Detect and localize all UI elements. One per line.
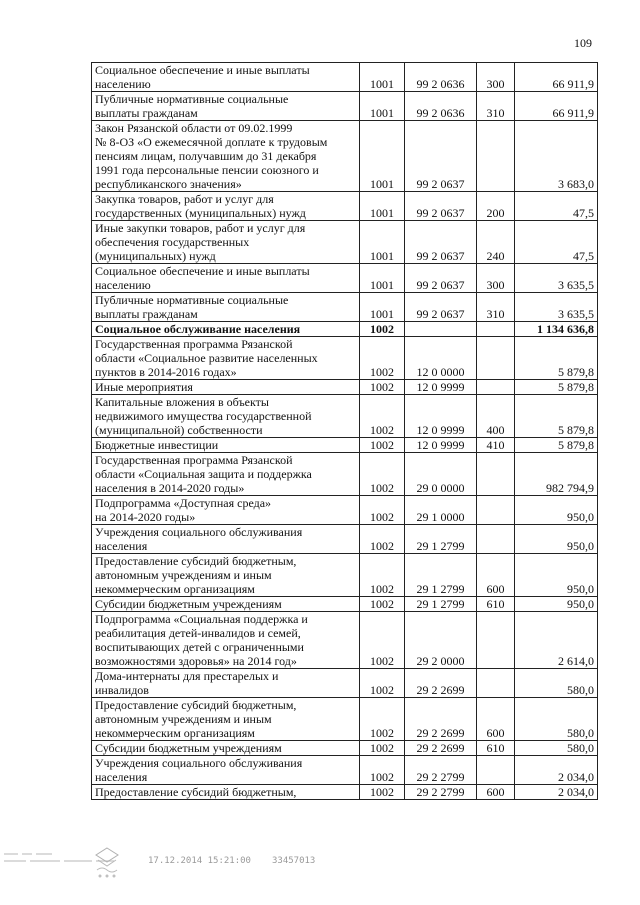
row-expense-kind [477,380,515,395]
row-target-code: 99 2 0637 [405,293,477,322]
table-row [92,63,598,92]
row-name: Социальное обеспечение и иные выплаты населению [92,63,360,92]
table-row [92,698,598,741]
row-target-code: 29 2 0000 [405,612,477,669]
row-name: Предоставление субсидий бюджетным, автономным учреждениям и иным некоммерческим организациям [92,554,360,597]
row-section-code: 1002 [360,496,405,525]
row-expense-kind: 600 [477,698,515,741]
table-row [92,264,598,293]
row-name: Закон Рязанской области от 09.02.1999 № 8-ОЗ «О ежемесячной доплате к трудовым пенсиям лицам, получавшим до 31 декабря 1991 года персональные пенсии союзного и республиканского значения» [92,121,360,192]
row-expense-kind [477,453,515,496]
table-row [92,322,598,337]
row-amount: 580,0 [515,741,598,756]
table-row [92,121,598,192]
row-section-code: 1002 [360,554,405,597]
row-amount: 3 683,0 [515,121,598,192]
row-section-code: 1002 [360,380,405,395]
row-expense-kind: 310 [477,293,515,322]
row-target-code: 29 2 2699 [405,741,477,756]
row-target-code: 12 0 9999 [405,380,477,395]
row-amount: 2 614,0 [515,612,598,669]
budget-table-body [92,63,598,800]
row-expense-kind: 240 [477,221,515,264]
table-row [92,612,598,669]
table-row [92,380,598,395]
row-section-code: 1002 [360,395,405,438]
row-section-code: 1002 [360,322,405,337]
row-name: Учреждения социального обслуживания населения [92,756,360,785]
row-target-code: 29 1 0000 [405,496,477,525]
row-section-code: 1001 [360,63,405,92]
table-row [92,554,598,597]
footer-code: 33457013 [272,856,316,866]
row-expense-kind: 200 [477,192,515,221]
document-stamp-icon [92,846,122,880]
row-target-code: 29 2 2699 [405,669,477,698]
row-name: Иные закупки товаров, работ и услуг для обеспечения государственных (муниципальных) нужд [92,221,360,264]
row-expense-kind: 300 [477,63,515,92]
row-amount: 580,0 [515,669,598,698]
row-amount: 66 911,9 [515,92,598,121]
row-amount: 580,0 [515,698,598,741]
row-target-code: 12 0 0000 [405,337,477,380]
row-name: Субсидии бюджетным учреждениям [92,741,360,756]
row-expense-kind: 600 [477,785,515,800]
row-name: Подпрограмма «Доступная среда» на 2014-2020 годы» [92,496,360,525]
table-row [92,92,598,121]
row-section-code: 1002 [360,785,405,800]
row-name: Дома-интернаты для престарелых и инвалидов [92,669,360,698]
row-amount: 66 911,9 [515,63,598,92]
row-expense-kind: 400 [477,395,515,438]
row-amount: 2 034,0 [515,756,598,785]
row-amount: 47,5 [515,221,598,264]
row-amount: 950,0 [515,525,598,554]
row-section-code: 1002 [360,756,405,785]
row-section-code: 1002 [360,597,405,612]
row-amount: 5 879,8 [515,438,598,453]
row-section-code: 1001 [360,293,405,322]
row-amount: 950,0 [515,496,598,525]
row-amount: 3 635,5 [515,264,598,293]
row-target-code: 12 0 9999 [405,438,477,453]
budget-table [91,62,598,800]
row-amount: 5 879,8 [515,337,598,380]
row-expense-kind [477,496,515,525]
document-footer [0,846,640,886]
row-amount: 2 034,0 [515,785,598,800]
row-expense-kind: 610 [477,597,515,612]
row-expense-kind [477,525,515,554]
row-section-code: 1002 [360,453,405,496]
row-expense-kind [477,322,515,337]
row-target-code: 99 2 0637 [405,264,477,293]
table-row [92,221,598,264]
row-expense-kind [477,121,515,192]
row-expense-kind: 610 [477,741,515,756]
row-section-code: 1001 [360,264,405,293]
row-name: Закупка товаров, работ и услуг для государственных (муниципальных) нужд [92,192,360,221]
row-section-code: 1001 [360,192,405,221]
row-section-code: 1002 [360,698,405,741]
row-target-code: 29 2 2799 [405,785,477,800]
row-expense-kind: 410 [477,438,515,453]
row-amount: 3 635,5 [515,293,598,322]
table-row [92,496,598,525]
table-row [92,192,598,221]
row-target-code [405,322,477,337]
row-name: Капитальные вложения в объекты недвижимого имущества государственной (муниципальной) собственности [92,395,360,438]
row-target-code: 99 2 0636 [405,92,477,121]
row-target-code: 12 0 9999 [405,395,477,438]
row-expense-kind [477,756,515,785]
row-amount: 5 879,8 [515,380,598,395]
row-name: Публичные нормативные социальные выплаты гражданам [92,293,360,322]
footer-date: 17.12.2014 15:21:00 [148,856,251,866]
row-section-code: 1001 [360,221,405,264]
row-expense-kind [477,669,515,698]
row-target-code: 99 2 0637 [405,121,477,192]
row-name: Предоставление субсидий бюджетным, [92,785,360,800]
row-section-code: 1001 [360,92,405,121]
row-amount: 950,0 [515,597,598,612]
row-name: Субсидии бюджетным учреждениям [92,597,360,612]
row-expense-kind [477,612,515,669]
row-target-code: 99 2 0636 [405,63,477,92]
row-target-code: 29 1 2799 [405,597,477,612]
row-amount: 982 794,9 [515,453,598,496]
row-name: Государственная программа Рязанской области «Социальная защита и поддержка населения в 2014-2020 годы» [92,453,360,496]
row-target-code: 99 2 0637 [405,221,477,264]
row-name: Публичные нормативные социальные выплаты гражданам [92,92,360,121]
row-target-code: 29 0 0000 [405,453,477,496]
row-section-code: 1001 [360,121,405,192]
row-name: Подпрограмма «Социальная поддержка и реабилитация детей-инвалидов и семей, воспитывающих детей с ограниченными возможностями здоровья» на 2014 год» [92,612,360,669]
row-expense-kind [477,337,515,380]
row-target-code: 29 1 2799 [405,554,477,597]
row-amount: 1 134 636,8 [515,322,598,337]
table-row [92,597,598,612]
row-target-code: 99 2 0637 [405,192,477,221]
table-row [92,756,598,785]
row-amount: 950,0 [515,554,598,597]
row-name: Иные мероприятия [92,380,360,395]
row-section-code: 1002 [360,741,405,756]
row-name: Социальное обслуживание населения [92,322,360,337]
table-row [92,669,598,698]
table-row [92,741,598,756]
table-row [92,395,598,438]
row-expense-kind: 300 [477,264,515,293]
table-row [92,525,598,554]
row-section-code: 1002 [360,525,405,554]
row-name: Учреждения социального обслуживания населения [92,525,360,554]
row-amount: 47,5 [515,192,598,221]
row-name: Социальное обеспечение и иные выплаты населению [92,264,360,293]
table-row [92,785,598,800]
row-name: Государственная программа Рязанской области «Социальное развитие населенных пунктов в 2014-2016 годах» [92,337,360,380]
row-target-code: 29 2 2799 [405,756,477,785]
row-amount: 5 879,8 [515,395,598,438]
row-section-code: 1002 [360,669,405,698]
row-section-code: 1002 [360,438,405,453]
row-target-code: 29 2 2699 [405,698,477,741]
page-number: 109 [574,36,592,50]
row-expense-kind: 600 [477,554,515,597]
row-target-code: 29 1 2799 [405,525,477,554]
row-name: Бюджетные инвестиции [92,438,360,453]
row-section-code: 1002 [360,337,405,380]
table-row [92,337,598,380]
table-row [92,453,598,496]
table-row [92,293,598,322]
row-name: Предоставление субсидий бюджетным, автономным учреждениям и иным некоммерческим организациям [92,698,360,741]
table-row [92,438,598,453]
row-expense-kind: 310 [477,92,515,121]
row-section-code: 1002 [360,612,405,669]
